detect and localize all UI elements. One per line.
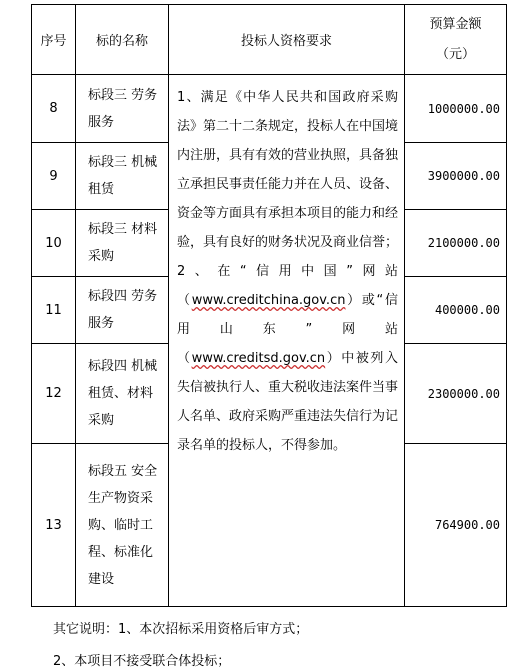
row-budget: 1000000.00 bbox=[405, 75, 507, 143]
row-no: 11 bbox=[32, 277, 76, 344]
table-row bbox=[32, 75, 507, 143]
table-header-row bbox=[32, 5, 507, 75]
row-no: 12 bbox=[32, 344, 76, 444]
requirement-text: ）中被列入失信被执行人、重大税收违法案件当事人名单、政府采购严重违法失信行为记录名单的投标人，不得参加。 bbox=[177, 351, 399, 453]
header-no: 序号 bbox=[32, 5, 76, 75]
header-budget-line2: （元） bbox=[435, 46, 475, 62]
requirement-paragraph-2 bbox=[177, 257, 398, 460]
row-budget: 400000.00 bbox=[405, 277, 507, 344]
row-budget: 2100000.00 bbox=[405, 210, 507, 277]
row-name: 标段三 劳务服务 bbox=[76, 75, 169, 143]
row-budget: 3900000.00 bbox=[405, 143, 507, 210]
header-name: 标的名称 bbox=[76, 5, 169, 75]
header-budget bbox=[405, 5, 507, 75]
note-line-1: 其它说明：1、本次招标采用资格后审方式； bbox=[53, 622, 309, 637]
requirement-text: ）或“信用山东”网站（ bbox=[177, 293, 398, 366]
requirement-paragraph-1: 1、满足《中华人民共和国政府采购法》第二十二条规定，投标人在中国境内注册，具有有效的营业执照，具备独立承担民事责任能力并在人员、设备、资金等方面具有承担本项目的能力和经验，具有良好的财务状况及商业信誉； bbox=[177, 90, 399, 250]
row-name: 标段五 安全生产物资采购、临时工程、标准化建设 bbox=[76, 444, 169, 607]
note-line-2: 2、本项目不接受联合体投标； bbox=[53, 654, 231, 669]
row-no: 9 bbox=[32, 143, 76, 210]
row-name: 标段三 材料采购 bbox=[76, 210, 169, 277]
creditsd-link-text: www.creditsd.gov.cn bbox=[191, 351, 326, 366]
creditchina-link-text: www.creditchina.gov.cn bbox=[191, 293, 346, 308]
row-no: 13 bbox=[32, 444, 76, 607]
requirement-cell bbox=[169, 75, 405, 607]
row-no: 10 bbox=[32, 210, 76, 277]
row-budget: 764900.00 bbox=[405, 444, 507, 607]
bid-requirements-table bbox=[31, 4, 507, 607]
row-name: 标段四 劳务服务 bbox=[76, 277, 169, 344]
row-budget: 2300000.00 bbox=[405, 344, 507, 444]
header-budget-line1: 预算金额 bbox=[429, 16, 482, 32]
header-requirement: 投标人资格要求 bbox=[169, 5, 405, 75]
row-no: 8 bbox=[32, 75, 76, 143]
row-name: 标段四 机械租赁、材料采购 bbox=[76, 344, 169, 444]
requirement-text: 2、在“信用中国”网站（ bbox=[177, 264, 398, 308]
row-name: 标段三 机械租赁 bbox=[76, 143, 169, 210]
